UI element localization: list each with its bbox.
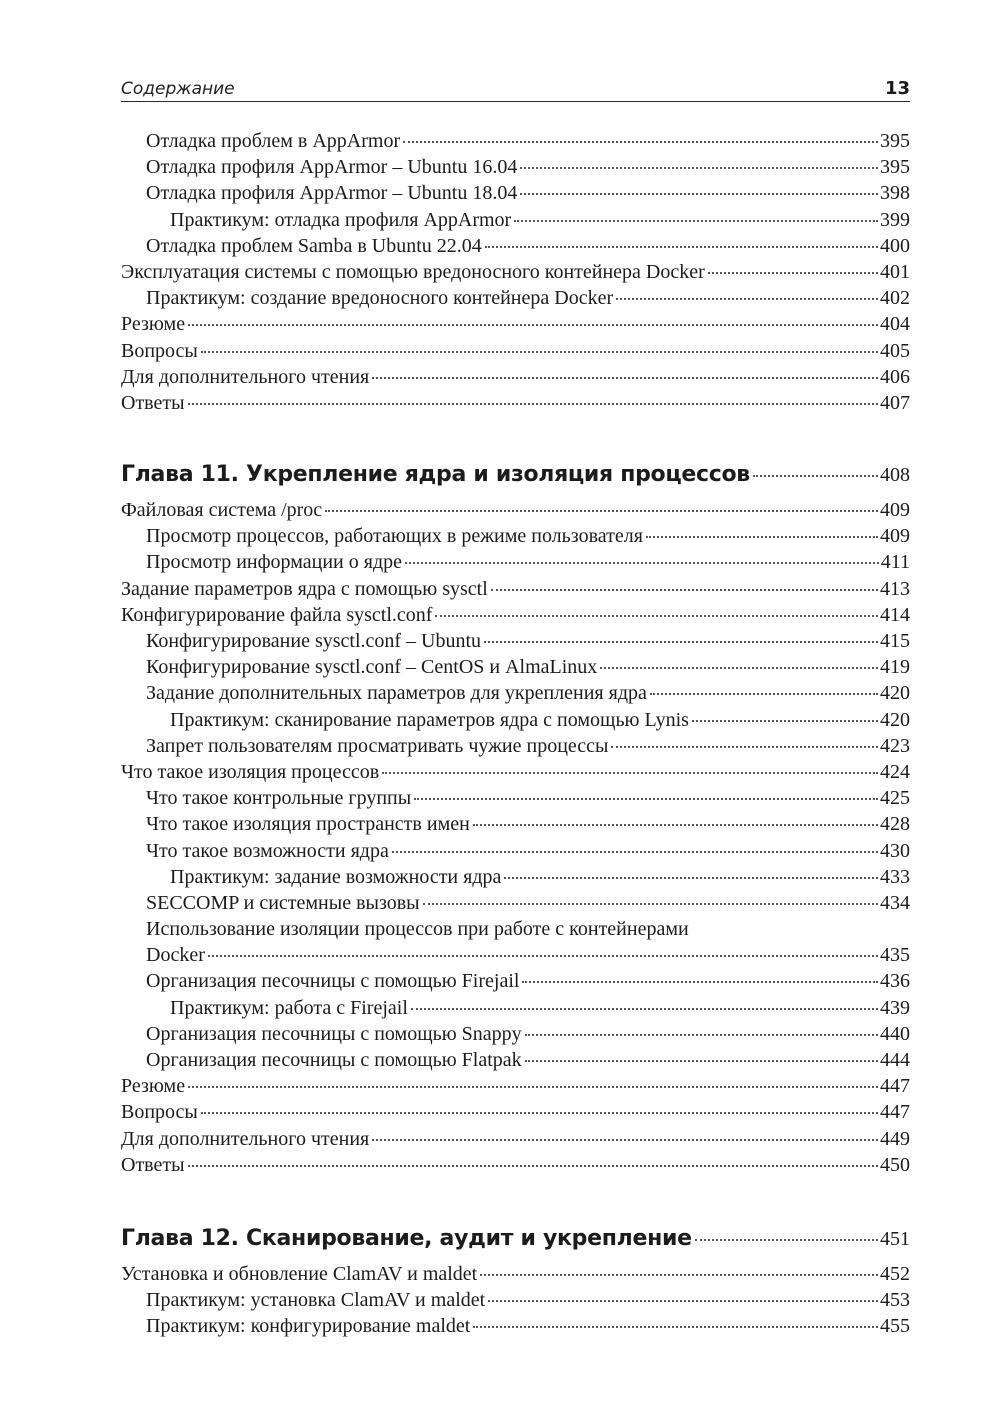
- toc-entry[interactable]: [121, 968, 910, 994]
- chapter-title: Глава 12. Сканирование, аудит и укрепление: [121, 1225, 692, 1251]
- toc-entry-page: 444: [880, 1049, 910, 1071]
- dot-leader: [616, 297, 878, 300]
- toc-entry-page: 400: [880, 234, 910, 257]
- toc-entry-title: Что такое возможности ядра: [146, 839, 389, 862]
- toc-entry-title: Организация песочницы с помощью Flatpak: [146, 1049, 522, 1071]
- toc-entry-page: 404: [880, 313, 910, 336]
- toc-entry-page: 452: [880, 1262, 910, 1285]
- toc-entry-title: Практикум: работа с Firejail: [170, 996, 408, 1019]
- toc-entry-title: Ответы: [121, 391, 185, 414]
- toc-entry-title: Задание дополнительных параметров для укрепления ядра: [146, 682, 647, 705]
- toc-entry-title: Практикум: создание вредоносного контейнера Docker: [146, 287, 614, 310]
- toc-entry-title: Для дополнительного чтения: [121, 365, 370, 388]
- toc-entry[interactable]: [121, 890, 910, 916]
- toc-entry-page: 420: [880, 682, 910, 705]
- toc-entry[interactable]: [121, 259, 910, 285]
- dot-leader: [392, 850, 878, 853]
- chapter-page-number: 408: [880, 464, 910, 487]
- toc-entry-page: 419: [880, 656, 910, 679]
- toc-entry-title: Резюме: [121, 1075, 186, 1098]
- dot-leader: [646, 535, 878, 538]
- toc-entry[interactable]: [121, 1073, 910, 1099]
- dot-leader: [325, 509, 878, 512]
- toc-entry-title: Отладка проблем Samba в Ubuntu 22.04: [146, 234, 482, 257]
- toc-entry-title: Ответы: [121, 1153, 185, 1176]
- toc-entry-page: 453: [880, 1289, 910, 1312]
- dot-leader: [188, 1164, 878, 1167]
- toc-entry-title: Отладка профиля AppArmor – Ubuntu 16.04: [146, 156, 518, 179]
- toc-page: [121, 70, 910, 1340]
- toc-entry[interactable]: [121, 864, 910, 890]
- toc-entry[interactable]: [121, 1287, 910, 1313]
- toc-entry-page: 398: [880, 182, 910, 205]
- toc-entry-title: Конфигурирование файла sysctl.conf: [121, 603, 433, 626]
- toc-entry[interactable]: [121, 364, 910, 390]
- toc-entry-title: Практикум: отладка профиля AppArmor: [170, 208, 512, 231]
- toc-entry-page: 425: [880, 787, 910, 810]
- toc-entry-page: 439: [880, 996, 910, 1019]
- toc-entry[interactable]: [121, 811, 910, 837]
- dot-leader: [405, 561, 879, 564]
- dot-leader: [488, 1299, 878, 1302]
- dot-leader: [473, 1325, 878, 1328]
- toc-entry-wrapped[interactable]: [121, 916, 910, 968]
- toc-entry[interactable]: [121, 207, 910, 233]
- toc-entry-page: 435: [880, 944, 910, 967]
- dot-leader: [520, 192, 878, 195]
- toc-entry-page: 430: [880, 839, 910, 862]
- dot-leader: [372, 376, 878, 379]
- toc-entry-title: Что такое изоляция пространств имен: [146, 813, 470, 836]
- toc-entry-page: 420: [880, 708, 910, 731]
- toc-entry-page: 436: [880, 970, 910, 993]
- toc-entry-page: 450: [880, 1153, 910, 1176]
- running-header: [121, 70, 910, 102]
- toc-entry[interactable]: [121, 1021, 910, 1047]
- toc-entry-title: Просмотр процессов, работающих в режиме пользователя: [146, 525, 643, 548]
- toc-entry-title: Запрет пользователям просматривать чужие процессы: [146, 734, 609, 757]
- toc-entry-title: Файловая система /proc: [121, 499, 323, 522]
- toc-entry[interactable]: [121, 654, 910, 680]
- toc-entry[interactable]: [121, 733, 910, 759]
- toc-entry-title: Эксплуатация системы с помощью вредоносного контейнера Docker: [121, 260, 705, 283]
- dot-leader: [491, 588, 878, 591]
- toc-entry-title: Задание параметров ядра с помощью sysctl: [121, 577, 488, 600]
- toc-entry[interactable]: [121, 628, 910, 654]
- toc-entry-title: Отладка профиля AppArmor – Ubuntu 18.04: [146, 182, 518, 205]
- running-header-title: Содержание: [121, 79, 235, 99]
- dot-leader: [522, 980, 878, 983]
- toc-list-chapter11: [121, 497, 910, 1178]
- toc-entry-title: Практикум: установка ClamAV и maldet: [146, 1289, 486, 1312]
- toc-entry[interactable]: [121, 995, 910, 1021]
- page-number: 13: [884, 78, 910, 99]
- dot-leader: [201, 350, 878, 353]
- toc-list-chapter10-tail: [121, 128, 910, 416]
- toc-entry[interactable]: [121, 785, 910, 811]
- dot-leader: [514, 219, 878, 222]
- toc-entry-page: 447: [880, 1075, 910, 1098]
- toc-entry[interactable]: [121, 523, 910, 549]
- toc-entry-title: Организация песочницы с помощью Firejail: [146, 970, 520, 993]
- toc-entry-page: 413: [880, 577, 910, 600]
- toc-entry-title: Для дополнительного чтения: [121, 1127, 370, 1150]
- toc-entry-page: 395: [880, 156, 910, 179]
- dot-leader: [485, 245, 878, 248]
- toc-entry-page: 415: [880, 630, 910, 652]
- toc-entry-title: Организация песочницы с помощью Snappy: [146, 1022, 522, 1045]
- toc-entry-title: Конфигурирование sysctl.conf – CentOS и AlmaLinux: [146, 656, 598, 679]
- dot-leader: [695, 1238, 878, 1241]
- toc-entry[interactable]: [121, 1099, 910, 1125]
- toc-entry-title: Установка и обновление ClamAV и maldet: [121, 1262, 478, 1285]
- dot-leader: [525, 1033, 878, 1036]
- dot-leader: [753, 474, 878, 477]
- toc-entry[interactable]: [121, 680, 910, 706]
- toc-entry-page: 395: [880, 130, 910, 152]
- dot-leader: [650, 692, 878, 695]
- toc-entry-title: Резюме: [121, 313, 186, 336]
- toc-entry[interactable]: [121, 759, 910, 785]
- toc-entry[interactable]: [121, 1126, 910, 1152]
- toc-entry[interactable]: [121, 707, 910, 733]
- toc-entry-title-line1: Использование изоляции процессов при работе с контейнерами: [146, 918, 689, 941]
- toc-entry[interactable]: [121, 549, 910, 575]
- toc-entry-page: 440: [880, 1022, 910, 1045]
- toc-entry[interactable]: [121, 128, 910, 154]
- dot-leader: [480, 1273, 878, 1276]
- toc-entry-page: 424: [880, 760, 910, 783]
- dot-leader: [188, 1085, 878, 1088]
- toc-entry-title: Конфигурирование sysctl.conf – Ubuntu: [146, 630, 482, 652]
- toc-entry[interactable]: [121, 602, 910, 628]
- dot-leader: [600, 666, 878, 669]
- dot-leader: [692, 719, 878, 722]
- dot-leader: [188, 402, 878, 405]
- toc-entry[interactable]: [121, 233, 910, 259]
- toc-entry-page: 409: [880, 499, 910, 522]
- toc-entry[interactable]: [121, 338, 910, 364]
- toc-entry-title: Что такое контрольные группы: [146, 787, 412, 810]
- dot-leader: [504, 876, 878, 879]
- toc-entry-title-line2-row: [146, 942, 910, 968]
- toc-entry[interactable]: [121, 311, 910, 337]
- dot-leader: [382, 771, 878, 774]
- chapter-heading-11[interactable]: [121, 460, 910, 490]
- toc-entry-page: 434: [880, 891, 910, 914]
- toc-entry-page: 401: [880, 260, 910, 283]
- dot-leader: [473, 823, 878, 826]
- toc-entry-title: SECCOMP и системные вызовы: [146, 891, 420, 914]
- toc-entry-page: 405: [880, 339, 910, 362]
- dot-leader: [708, 271, 878, 274]
- toc-entry[interactable]: [121, 285, 910, 311]
- toc-entry[interactable]: [121, 1152, 910, 1178]
- dot-leader: [525, 1059, 878, 1062]
- toc-entry-title-line2: Docker: [146, 944, 205, 967]
- dot-leader: [372, 1138, 878, 1141]
- toc-entry[interactable]: [121, 154, 910, 180]
- toc-entry-page: 406: [880, 365, 910, 388]
- chapter-title: Глава 11. Укрепление ядра и изоляция процессов: [121, 462, 750, 488]
- toc-entry-page: 455: [880, 1315, 910, 1338]
- dot-leader: [520, 166, 878, 169]
- toc-entry[interactable]: [121, 497, 910, 523]
- dot-leader: [414, 797, 878, 800]
- dot-leader: [423, 902, 878, 905]
- toc-entry-title: Практикум: сканирование параметров ядра с помощью Lynis: [170, 708, 689, 731]
- dot-leader: [201, 1111, 878, 1114]
- toc-entry[interactable]: [121, 1047, 910, 1073]
- toc-entry-page: 399: [880, 208, 910, 231]
- toc-entry-title: Вопросы: [121, 339, 198, 362]
- chapter-page-number: 451: [880, 1227, 910, 1250]
- toc-entry[interactable]: [121, 576, 910, 602]
- toc-entry-title: Что такое изоляция процессов: [121, 760, 380, 783]
- toc-entry[interactable]: [121, 390, 910, 416]
- dot-leader: [411, 1007, 878, 1010]
- toc-entry[interactable]: [121, 1313, 910, 1339]
- dot-leader: [435, 614, 878, 617]
- toc-entry-title: Практикум: конфигурирование maldet: [146, 1315, 471, 1338]
- toc-entry-title: Вопросы: [121, 1101, 198, 1124]
- toc-entry-page: 433: [880, 865, 910, 888]
- toc-list-chapter12: [121, 1261, 910, 1340]
- toc-entry-title: Просмотр информации о ядре: [146, 551, 403, 574]
- toc-entry-page: 411: [880, 551, 910, 574]
- toc-entry-page: 409: [880, 525, 910, 548]
- dot-leader: [611, 745, 878, 748]
- toc-entry[interactable]: [121, 838, 910, 864]
- toc-entry-page: 414: [880, 603, 910, 626]
- dot-leader: [208, 954, 878, 957]
- toc-entry-page: 402: [880, 287, 910, 310]
- toc-entry[interactable]: [121, 1261, 910, 1287]
- toc-entry-page: 423: [880, 734, 910, 757]
- toc-entry-page: 407: [880, 391, 910, 414]
- dot-leader: [484, 640, 878, 643]
- toc-entry-title: Практикум: задание возможности ядра: [170, 865, 502, 888]
- dot-leader: [403, 140, 878, 143]
- dot-leader: [188, 323, 878, 326]
- chapter-heading-12[interactable]: [121, 1224, 910, 1254]
- toc-entry-title: Отладка проблем в AppArmor: [146, 130, 401, 152]
- toc-entry[interactable]: [121, 180, 910, 206]
- toc-entry-page: 428: [880, 813, 910, 836]
- toc-entry-page: 447: [880, 1101, 910, 1124]
- toc-entry-page: 449: [880, 1127, 910, 1150]
